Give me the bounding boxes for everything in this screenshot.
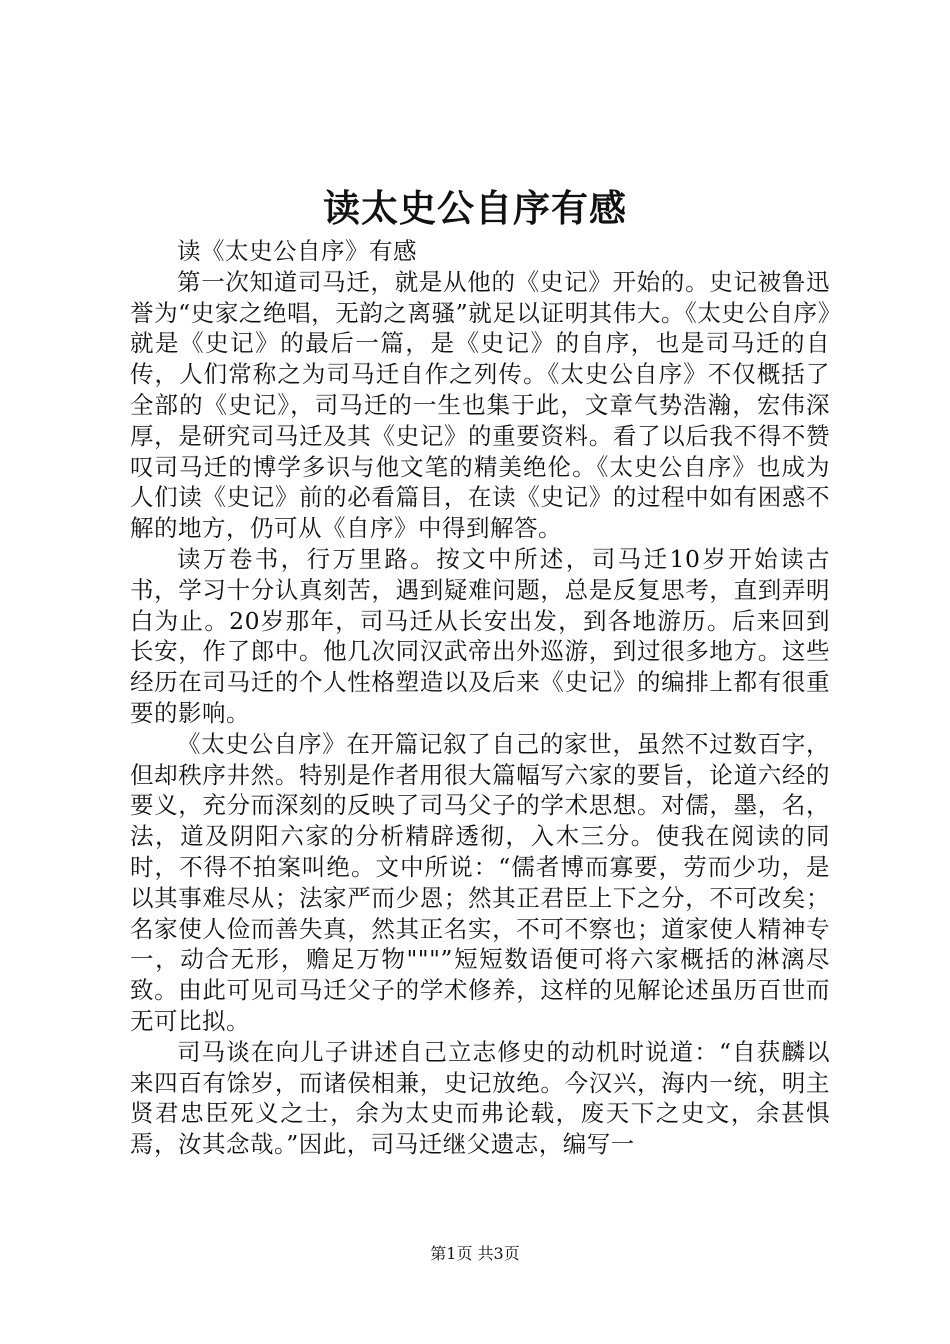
body-paragraph: 读万卷书，行万里路。按文中所述，司马迁10岁开始读古书，学习十分认真刻苦，遇到疑难问题，总是反复思考，直到弄明白为止。20岁那年，司马迁从长安出发，到各地游历。后来回到长安，作了郎中。他几次同汉武帝出外巡游，到过很多地方。这些经历在司马迁的个人性格塑造以及后来《史记》的编排上都有很重要的影响。 [130,544,830,727]
document-body [130,236,830,1160]
body-paragraph: 司马谈在向儿子讲述自己立志修史的动机时说道：“自获麟以来四百有馀岁，而诸侯相兼，史记放绝。今汉兴，海内一统，明主贤君忠臣死义之士，余为太史而弗论载，废天下之史文，余甚惧焉，汝其念哉。”因此，司马迁继父遗志，编写一 [130,1037,830,1159]
page-number-footer: 第1页 共3页 [430,1244,520,1263]
body-paragraph: 《太史公自序》在开篇记叙了自己的家世，虽然不过数百字，但却秩序井然。特别是作者用很大篇幅写六家的要旨，论道六经的要义，充分而深刻的反映了司马父子的学术思想。对儒，墨，名，法，道及阴阳六家的分析精辟透彻，入木三分。使我在阅读的同时，不得不拍案叫绝。文中所说：“儒者博而寡要，劳而少功，是以其事难尽从；法家严而少恩；然其正君臣上下之分，不可改矣；名家使人俭而善失真，然其正名实，不可不察也；道家使人精神专一，动合无形，赡足万物"""”短短数语便可将六家概括的淋漓尽致。由此可见司马迁父子的学术修养，这样的见解论述虽历百世而无可比拟。 [130,729,830,1035]
document-title: 读太史公自序有感 [323,186,627,230]
subtitle-paragraph: 读《太史公自序》有感 [177,237,417,265]
body-paragraph: 第一次知道司马迁，就是从他的《史记》开始的。史记被鲁迅誉为“史家之绝唱，无韵之离骚”就足以证明其伟大。《太史公自序》就是《史记》的最后一篇，是《史记》的自序，也是司马迁的自传，人们常称之为司马迁自作之列传。《太史公自序》不仅概括了全部的《史记》，司马迁的一生也集于此，文章气势浩瀚，宏伟深厚，是研究司马迁及其《史记》的重要资料。看了以后我不得不赞叹司马迁的博学多识与他文笔的精美绝伦。《太史公自序》也成为人们读《史记》前的必看篇目，在读《史记》的过程中如有困惑不解的地方，仍可从《自序》中得到解答。 [130,267,830,543]
